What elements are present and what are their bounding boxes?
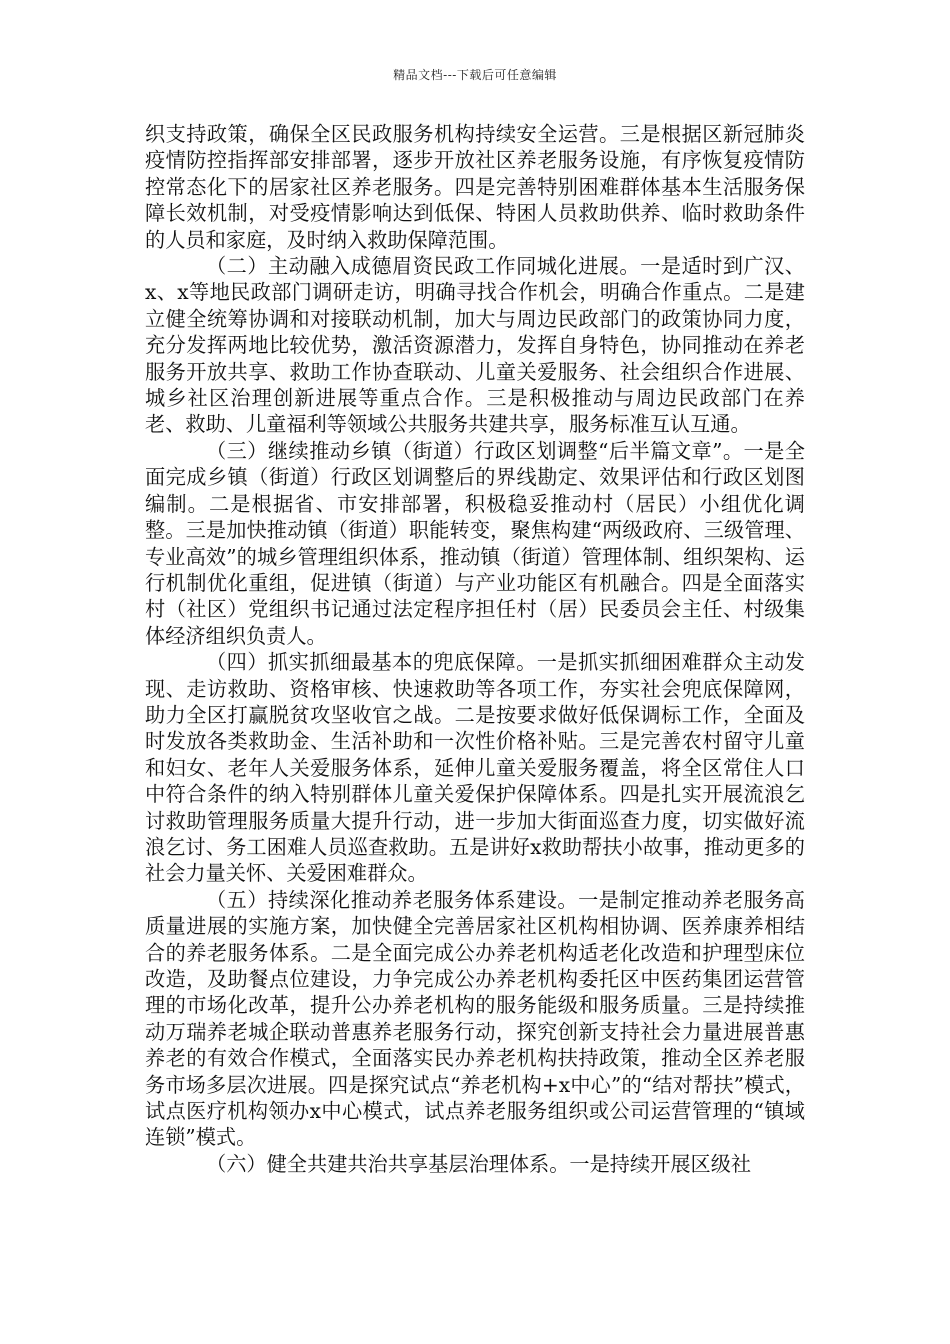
paragraph-section-3: （三）继续推动乡镇（街道）行政区划调整“后半篇文章”。一是全面完成乡镇（街道）行政区划调整后的界线勘定、效果评估和行政区划图编制。二是根据省、市安排部署，积极稳妥推动村（居民）小组优化调整。三是加快推动镇（街道）职能转变，聚焦构建“两级政府、三级管理、专业高效”的城乡管理组织体系，推动镇（街道）管理体制、组织架构、运行机制优化重组，促进镇（街道）与产业功能区有机融合。四是全面落实村（社区）党组织书记通过法定程序担任村（居）民委员会主任、村级集体经济组织负责人。	[145, 438, 805, 648]
page-header: 精品文档---下载后可任意编辑	[393, 68, 557, 82]
paragraph-section-4: （四）抓实抓细最基本的兜底保障。一是抓实抓细困难群众主动发现、走访救助、资格审核、快速救助等各项工作，夯实社会兜底保障网，助力全区打赢脱贫攻坚收官之战。二是按要求做好低保调标工作，全面及时发放各类救助金、生活补助和一次性价格补贴。三是完善农村留守儿童和妇女、老年人关爱服务体系，延伸儿童关爱服务覆盖，将全区常住人口中符合条件的纳入特别群体儿童关爱保护保障体系。四是扎实开展流浪乞讨救助管理服务质量大提升行动，进一步加大街面巡查力度，切实做好流浪乞讨、务工困难人员巡查救助。五是讲好x救助帮扶小故事，推动更多的社会力量关怀、关爱困难群众。	[145, 650, 805, 886]
paragraph-continuation: 织支持政策，确保全区民政服务机构持续安全运营。三是根据区新冠肺炎疫情防控指挥部安排部署，逐步开放社区养老服务设施，有序恢复疫情防控常态化下的居家社区养老服务。四是完善特别困难群体基本生活服务保障长效机制，对受疫情影响达到低保、特困人员救助供养、临时救助条件的人员和家庭，及时纳入救助保障范围。	[145, 122, 805, 252]
paragraph-section-2: （二）主动融入成德眉资民政工作同城化进展。一是适时到广汉、x、x等地民政部门调研走访，明确寻找合作机会，明确合作重点。二是建立健全统筹协调和对接联动机制，加大与周边民政部门的政策协同力度，充分发挥两地比较优势，激活资源潜力，发挥自身特色，协同推动在养老服务开放共享、救助工作协查联动、儿童关爱服务、社会组织合作进展、城乡社区治理创新进展等重点合作。三是积极推动与周边民政部门在养老、救助、儿童福利等领域公共服务共建共享，服务标准互认互通。	[145, 254, 805, 437]
document-body	[145, 121, 805, 1177]
paragraph-section-6: （六）健全共建共治共享基层治理体系。一是持续开展区级社	[206, 1151, 752, 1176]
paragraph-section-5: （五）持续深化推动养老服务体系建设。一是制定推动养老服务高质量进展的实施方案，加快健全完善居家社区机构相协调、医养康养相结合的养老服务体系。二是全面完成公办养老机构适老化改造和护理型床位改造，及助餐点位建设，力争完成公办养老机构委托区中医药集团运营管理的市场化改革，提升公办养老机构的服务能级和服务质量。三是持续推动万瑞养老城企联动普惠养老服务行动，探究创新支持社会力量进展普惠养老的有效合作模式，全面落实民办养老机构扶持政策，推动全区养老服务市场多层次进展。四是探究试点“养老机构+x中心”的“结对帮扶”模式，试点医疗机构领办x中心模式，试点养老服务组织或公司运营管理的“镇域连锁”模式。	[145, 887, 805, 1150]
